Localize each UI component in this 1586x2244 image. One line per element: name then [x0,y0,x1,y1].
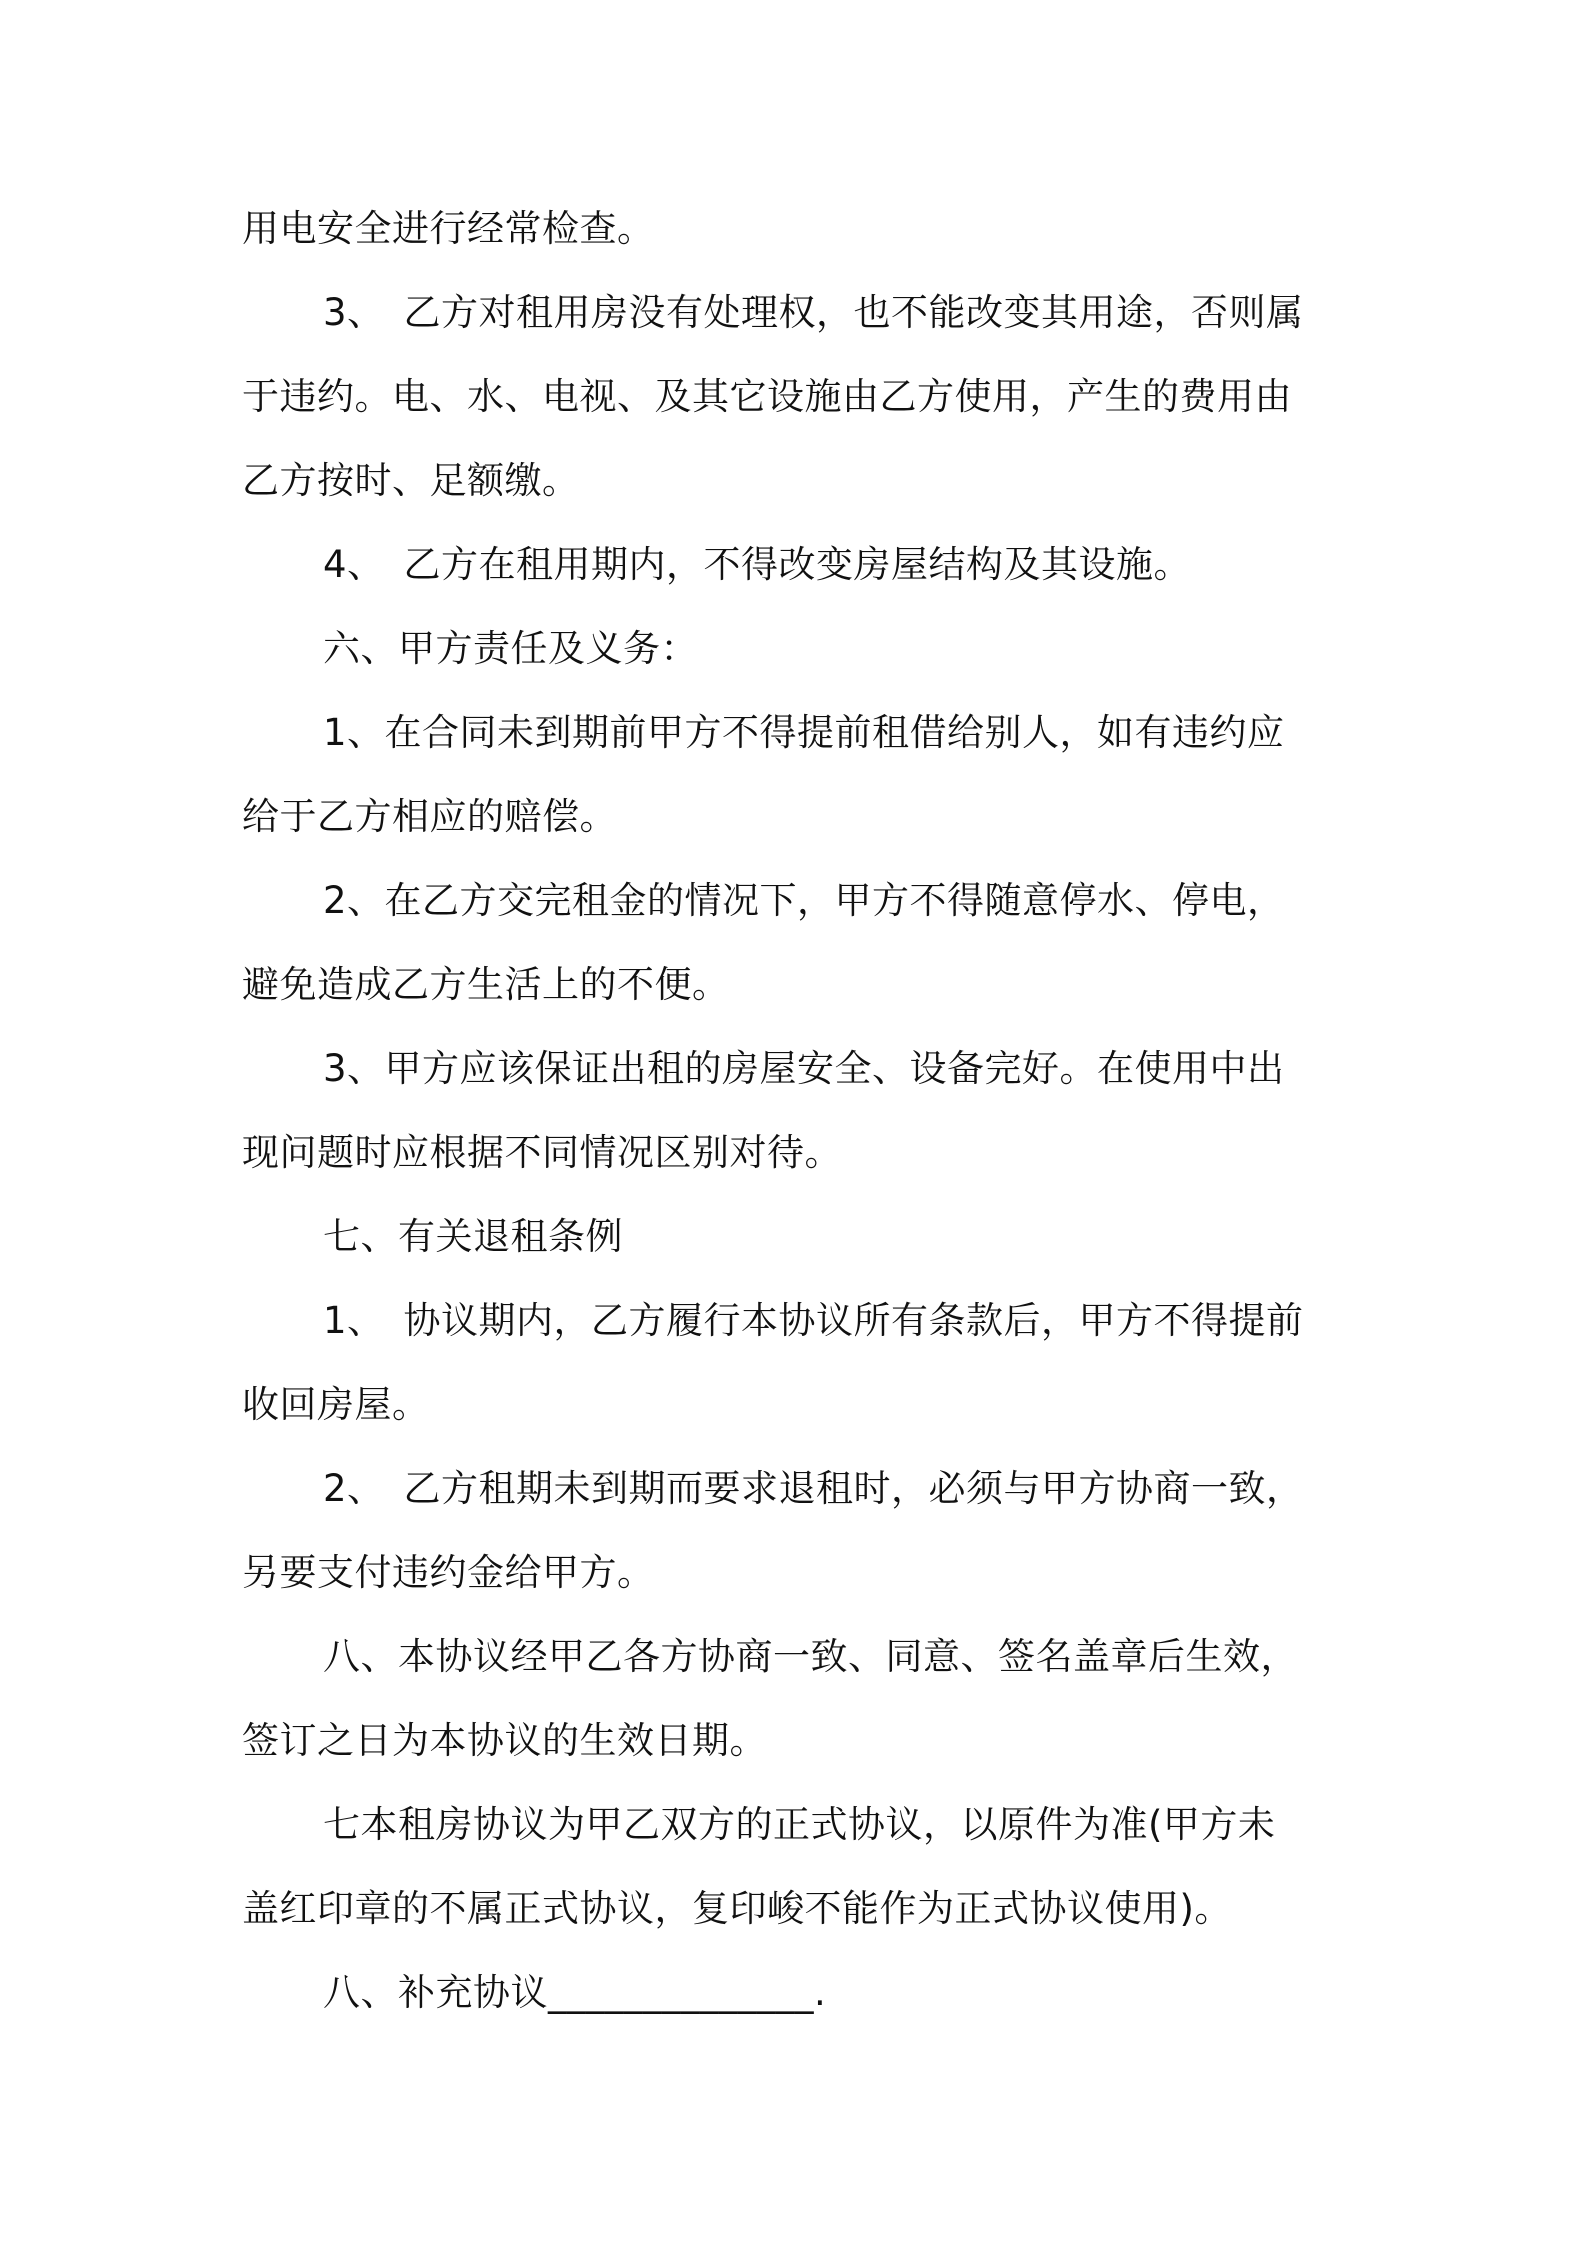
text-line: 3、甲方应该保证出租的房屋安全、设备完好。在使用中出 [323,1047,1285,1090]
text-line: 4、 乙方在租用期内，不得改变房屋结构及其设施。 [323,543,1192,586]
text-line: 于违约。电、水、电视、及其它设施由乙方使用，产生的费用由 [242,375,1292,418]
text-line: 1、在合同未到期前甲方不得提前租借给别人，如有违约应 [323,711,1285,754]
text-line: 现问题时应根据不同情况区别对待。 [242,1131,842,1174]
text-line: 乙方按时、足额缴。 [242,459,580,502]
text-line: 给于乙方相应的赔偿。 [242,795,617,838]
text-line: 用电安全进行经常检查。 [242,207,655,250]
section-heading: 七、有关退租条例 [323,1215,623,1258]
text-line: 八、补充协议______________. [323,1971,827,2014]
text-line: 避免造成乙方生活上的不便。 [242,963,730,1006]
text-line: 签订之日为本协议的生效日期。 [242,1719,767,1762]
text-line: 2、 乙方租期未到期而要求退租时，必须与甲方协商一致， [323,1467,1304,1510]
text-line: 3、 乙方对租用房没有处理权，也不能改变其用途，否则属 [323,291,1304,334]
text-line: 盖红印章的不属正式协议，复印峻不能作为正式协议使用)。 [242,1887,1232,1930]
text-line: 另要支付违约金给甲方。 [242,1551,655,1594]
text-line: 2、在乙方交完租金的情况下，甲方不得随意停水、停电， [323,879,1285,922]
text-line: 收回房屋。 [242,1383,430,1426]
text-line: 八、本协议经甲乙各方协商一致、同意、签名盖章后生效， [323,1635,1298,1678]
section-heading: 六、甲方责任及义务： [323,627,698,670]
text-line: 七本租房协议为甲乙双方的正式协议，以原件为准(甲方未 [323,1803,1276,1846]
text-line: 1、 协议期内，乙方履行本协议所有条款后，甲方不得提前 [323,1299,1304,1342]
